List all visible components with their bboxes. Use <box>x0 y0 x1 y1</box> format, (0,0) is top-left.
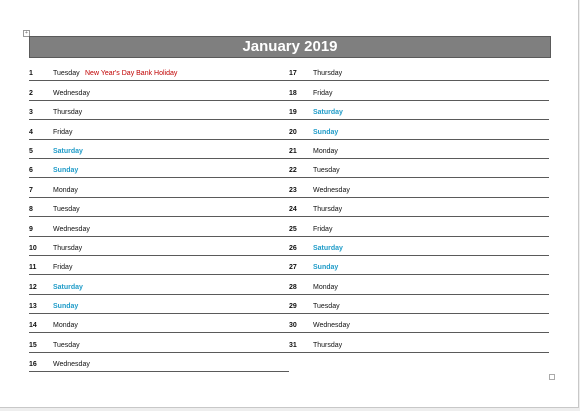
day-number: 31 <box>289 341 297 349</box>
day-name: Wednesday <box>53 89 90 97</box>
day-row[interactable] <box>29 101 289 120</box>
day-number: 25 <box>289 225 297 233</box>
day-name: Saturday <box>313 109 343 117</box>
day-number: 18 <box>289 89 297 97</box>
day-row[interactable] <box>29 198 289 217</box>
day-number: 4 <box>29 128 33 136</box>
day-name: Thursday <box>313 341 343 349</box>
day-name: Thursday <box>313 70 343 78</box>
holiday-note: New Year's Day Bank Holiday <box>85 70 178 78</box>
day-number: 26 <box>289 244 297 252</box>
day-name: Sunday <box>53 303 79 311</box>
day-name: Tuesday <box>313 167 340 175</box>
day-number: 8 <box>29 206 33 214</box>
day-number: 19 <box>289 109 297 117</box>
day-number: 27 <box>289 264 297 272</box>
day-name: Tuesday <box>53 341 80 349</box>
day-number: 23 <box>289 186 297 194</box>
day-number: 5 <box>29 147 33 155</box>
day-row[interactable] <box>289 256 549 275</box>
day-number: 13 <box>29 303 37 311</box>
day-row[interactable] <box>289 275 549 294</box>
calendar-title: January 2019 <box>29 36 551 58</box>
day-number: 14 <box>29 322 37 330</box>
day-row[interactable] <box>289 81 549 100</box>
day-name: Thursday <box>313 206 343 214</box>
day-number: 1 <box>29 70 33 78</box>
day-number: 22 <box>289 167 297 175</box>
day-name: Tuesday <box>313 303 340 311</box>
day-name: Monday <box>313 283 338 291</box>
day-number: 21 <box>289 147 297 155</box>
day-number: 20 <box>289 128 297 136</box>
day-name: Wednesday <box>53 225 90 233</box>
day-number: 28 <box>289 283 297 291</box>
day-name: Wednesday <box>313 186 350 194</box>
day-name: Wednesday <box>53 361 90 369</box>
day-number: 11 <box>29 264 37 272</box>
day-number: 30 <box>289 322 297 330</box>
day-row[interactable] <box>289 178 549 197</box>
day-name: Friday <box>53 264 73 272</box>
day-name: Saturday <box>53 147 83 155</box>
day-row[interactable] <box>289 120 549 139</box>
day-row[interactable] <box>29 81 289 100</box>
day-row[interactable] <box>289 295 549 314</box>
day-name: Sunday <box>53 167 79 175</box>
day-row[interactable] <box>289 159 549 178</box>
day-number: 29 <box>289 303 297 311</box>
day-number: 2 <box>29 89 33 97</box>
day-name: Sunday <box>313 128 339 136</box>
day-number: 3 <box>29 109 33 117</box>
day-number: 7 <box>29 186 33 194</box>
day-row[interactable] <box>289 198 549 217</box>
day-name: Monday <box>53 322 78 330</box>
day-row[interactable] <box>29 120 289 139</box>
day-row[interactable] <box>29 159 289 178</box>
day-name: Monday <box>53 186 78 194</box>
day-number: 17 <box>289 70 297 78</box>
day-row[interactable] <box>29 217 289 236</box>
day-number: 9 <box>29 225 33 233</box>
day-name: Saturday <box>53 283 83 291</box>
day-row[interactable] <box>29 140 289 159</box>
day-row[interactable] <box>289 237 549 256</box>
day-row[interactable] <box>289 314 549 333</box>
day-row[interactable] <box>289 101 549 120</box>
right-day-column <box>289 62 549 353</box>
day-row[interactable] <box>289 333 549 352</box>
day-name: Tuesday <box>53 206 80 214</box>
day-name: Thursday <box>53 244 83 252</box>
day-name: Friday <box>313 225 333 233</box>
day-row[interactable] <box>29 295 289 314</box>
day-name: Tuesday <box>53 70 80 78</box>
day-number: 12 <box>29 283 37 291</box>
day-row[interactable] <box>289 62 549 81</box>
day-name: Friday <box>53 128 73 136</box>
day-row[interactable] <box>29 178 289 197</box>
day-row[interactable] <box>29 237 289 256</box>
left-day-column <box>29 62 289 372</box>
day-name: Sunday <box>313 264 339 272</box>
day-name: Friday <box>313 89 333 97</box>
day-number: 10 <box>29 244 37 252</box>
day-number: 6 <box>29 167 33 175</box>
day-name: Saturday <box>313 244 343 252</box>
day-number: 15 <box>29 341 37 349</box>
day-row[interactable] <box>289 140 549 159</box>
paragraph-end-mark-icon <box>549 374 555 380</box>
day-row[interactable] <box>289 217 549 236</box>
day-row[interactable] <box>29 275 289 294</box>
day-row[interactable] <box>29 62 289 81</box>
day-name: Monday <box>313 147 338 155</box>
day-row[interactable] <box>29 256 289 275</box>
day-row[interactable] <box>29 353 289 372</box>
day-name: Thursday <box>53 109 83 117</box>
table-move-handle-icon[interactable]: + <box>23 30 30 37</box>
day-number: 16 <box>29 361 37 369</box>
day-row[interactable] <box>29 314 289 333</box>
day-number: 24 <box>289 206 297 214</box>
day-row[interactable] <box>29 333 289 352</box>
day-name: Wednesday <box>313 322 350 330</box>
